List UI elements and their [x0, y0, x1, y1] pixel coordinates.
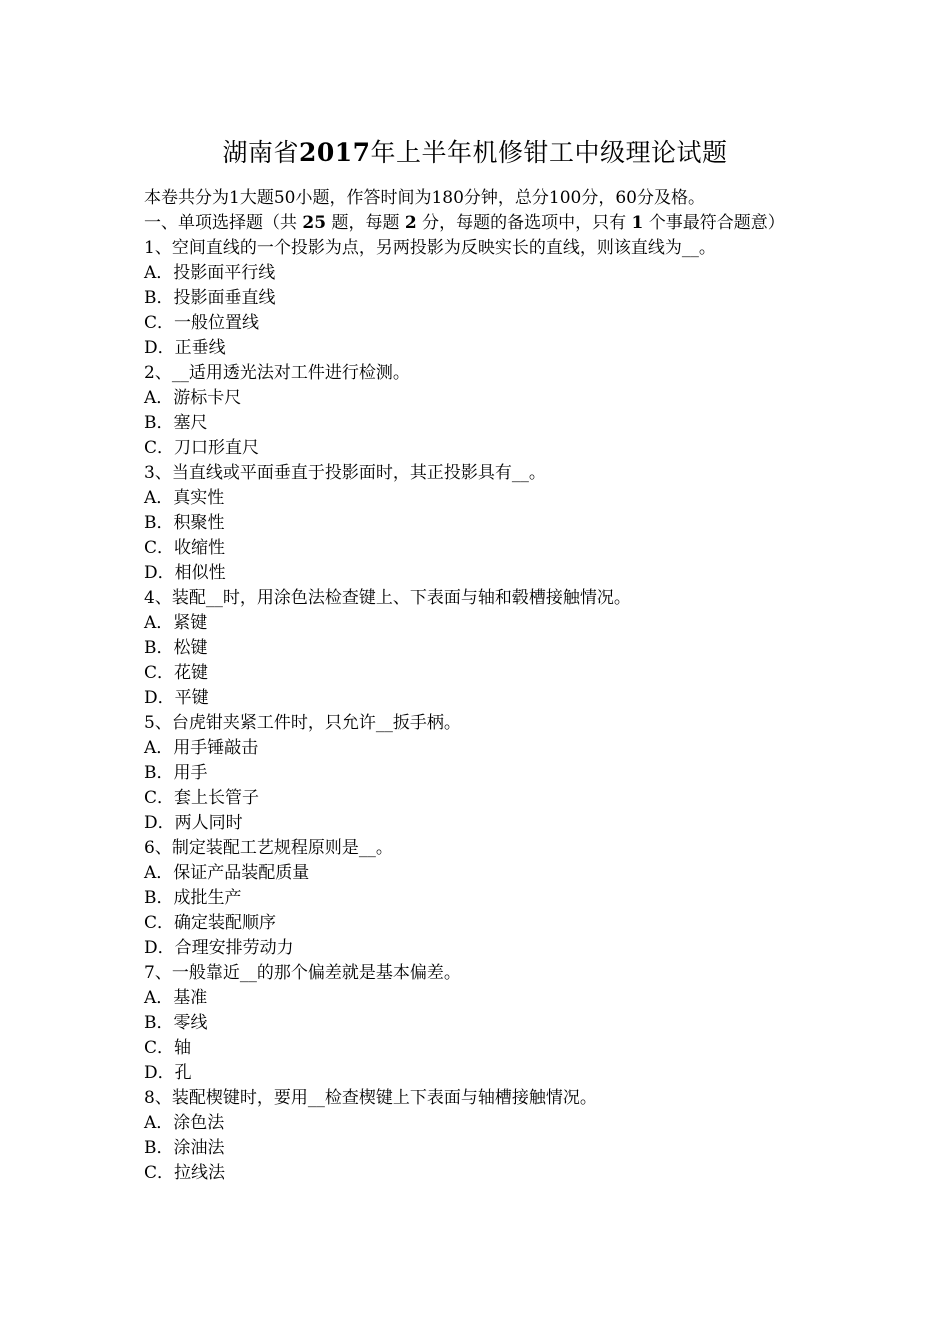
- answer-option: D．正垂线: [144, 338, 226, 358]
- title-suffix: 年上半年机修钳工中级理论试题: [370, 138, 728, 167]
- question-stem: 7、一般靠近__的那个偏差就是基本偏差。: [144, 963, 461, 983]
- answer-option: C．刀口形直尺: [144, 438, 260, 458]
- answer-option: B．塞尺: [144, 413, 208, 433]
- question-stem: 2、__适用透光法对工件进行检测。: [144, 363, 410, 383]
- answer-option: A．保证产品装配质量: [144, 863, 310, 883]
- answer-option: A．真实性: [144, 488, 225, 508]
- answer-option: D．孔: [144, 1063, 192, 1083]
- answer-option: B．投影面垂直线: [144, 288, 276, 308]
- question-stem: 8、装配楔键时，要用__检查楔键上下表面与轴槽接触情况。: [144, 1088, 597, 1108]
- answer-option: A．用手锤敲击: [144, 738, 259, 758]
- question-stem: 5、台虎钳夹紧工件时，只允许__扳手柄。: [144, 713, 461, 733]
- document-body: [144, 186, 812, 1186]
- answer-option: C．轴: [144, 1038, 192, 1058]
- answer-option: D．平键: [144, 688, 209, 708]
- answer-option: B．涂油法: [144, 1138, 225, 1158]
- answer-option: B．用手: [144, 763, 208, 783]
- answer-option: B．松键: [144, 638, 208, 658]
- section-heading: 一、单项选择题（共 25 题，每题 2 分，每题的备选项中，只有 1 个事最符合题意）: [144, 213, 785, 233]
- title-prefix: 湖南省: [222, 138, 299, 167]
- answer-option: A．投影面平行线: [144, 263, 276, 283]
- answer-option: A．游标卡尺: [144, 388, 242, 408]
- question-list: [144, 236, 812, 1186]
- answer-option: C．确定装配顺序: [144, 913, 277, 933]
- answer-option: C．收缩性: [144, 538, 226, 558]
- answer-option: B．积聚性: [144, 513, 225, 533]
- answer-option: D．两人同时: [144, 813, 243, 833]
- answer-option: B．零线: [144, 1013, 208, 1033]
- answer-option: A．涂色法: [144, 1113, 225, 1133]
- document-title: [0, 136, 950, 170]
- question-stem: 1、空间直线的一个投影为点，另两投影为反映实长的直线，则该直线为__。: [144, 238, 716, 258]
- answer-option: C．花键: [144, 663, 209, 683]
- question-stem: 3、当直线或平面垂直于投影面时，其正投影具有__。: [144, 463, 546, 483]
- answer-option: A．紧键: [144, 613, 208, 633]
- answer-option: A．基准: [144, 988, 208, 1008]
- answer-option: C．一般位置线: [144, 313, 260, 333]
- answer-option: C．拉线法: [144, 1163, 226, 1183]
- answer-option: D．相似性: [144, 563, 226, 583]
- exam-intro: 本卷共分为1大题50小题，作答时间为180分钟，总分100分，60分及格。: [144, 188, 705, 208]
- answer-option: B．成批生产: [144, 888, 242, 908]
- answer-option: C．套上长管子: [144, 788, 260, 808]
- question-stem: 4、装配__时，用涂色法检查键上、下表面与轴和毂槽接触情况。: [144, 588, 631, 608]
- question-stem: 6、制定装配工艺规程原则是__。: [144, 838, 393, 858]
- title-year: 2017: [298, 138, 371, 167]
- answer-option: D．合理安排劳动力: [144, 938, 294, 958]
